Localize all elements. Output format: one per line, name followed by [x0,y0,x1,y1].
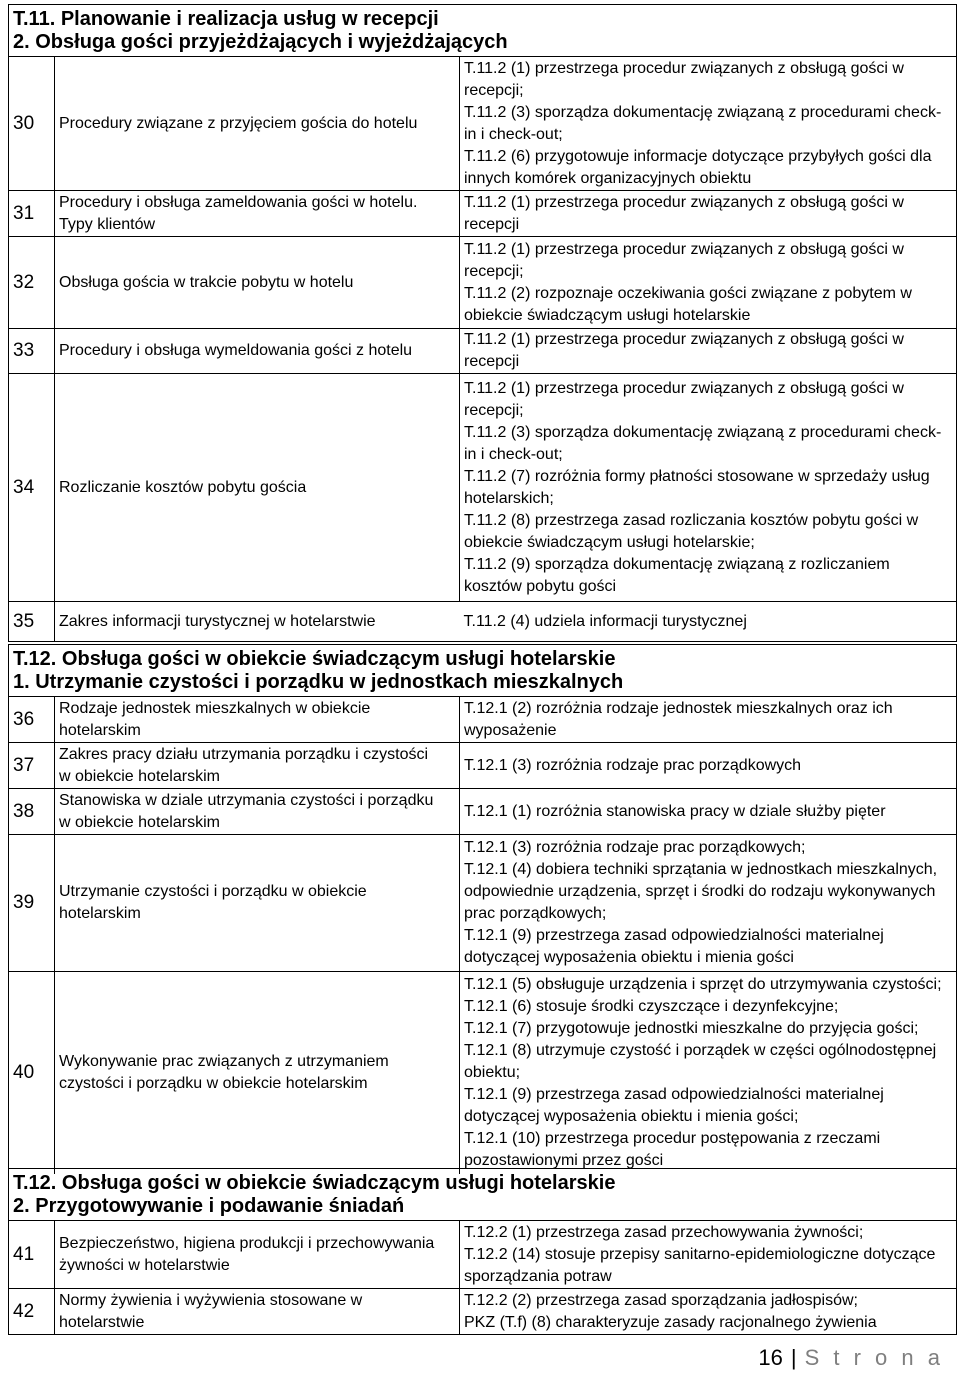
row-topic: Rozliczanie kosztów pobytu gościa [55,374,460,602]
row-topic: Rodzaje jednostek mieszkalnych w obiekcie hotelarskim [55,697,460,743]
section-subtitle: 1. Utrzymanie czystości i porządku w jednostkach mieszkalnych [13,670,624,693]
row-number: 31 [9,191,55,237]
row-outcomes: T.12.1 (5) obsługuje urządzenia i sprzęt do utrzymywania czystości; T.12.1 (6) stosuje środki czyszczące i dezynfekcyjne; T.12.1 (7) przygotowuje jednostki mieszkalne do przyjęcia gości; T.12.1 (8) utrzymuje czystość i porządek w części ogólnodostępnej obiektu; T.12.1 (9) przestrzega zasad odpowiedzialności materialnej dotyczącej wyposażenia obiektu i mienia gości; T.12.1 (10) przestrzega procedur postępowania z rzeczami pozostawionymi przez gości [460,972,957,1174]
footer-separator: | [790,1345,797,1370]
row-outcomes: T.11.2 (1) przestrzega procedur związanych z obsługą gości w recepcji [460,191,957,237]
row-number: 38 [9,789,55,835]
table-row [9,329,957,374]
row-topic: Procedury związane z przyjęciem gościa do hotelu [55,57,460,191]
page-footer [758,1344,944,1372]
row-topic: Bezpieczeństwo, higiena produkcji i przechowywania żywności w hotelarstwie [55,1221,460,1289]
row-topic: Obsługa gościa w trakcie pobytu w hotelu [55,237,460,329]
row-outcomes: T.12.1 (2) rozróżnia rodzaje jednostek mieszkalnych oraz ich wyposażenie [460,697,957,743]
section-title: T.12. Obsługa gości w obiekcie świadczącym usługi hotelarskie [13,1171,616,1194]
section-1-table [8,4,957,642]
table-row [9,1289,957,1335]
row-number: 30 [9,57,55,191]
row-outcomes: T.12.1 (3) rozróżnia rodzaje prac porządkowych; T.12.1 (4) dobiera techniki sprzątania w jednostkach mieszkalnych, odpowiednie urządzenia, sprzęt i środki do rodzaju wykonywanych prac porządkowych; T.12.1 (9) przestrzega zasad odpowiedzialności materialnej dotyczącej wyposażenia obiektu i mienia gości [460,835,957,972]
table-row [9,743,957,789]
row-number: 33 [9,329,55,374]
table-row [9,1221,957,1289]
table-row [9,191,957,237]
row-topic: Stanowiska w dziale utrzymania czystości i porządku w obiekcie hotelarskim [55,789,460,835]
section-subtitle: 2. Obsługa gości przyjeżdżających i wyjeżdżających [13,30,508,53]
row-topic: Zakres pracy działu utrzymania porządku i czystości w obiekcie hotelarskim [55,743,460,789]
page-number: 16 [758,1345,783,1370]
row-number: 40 [9,972,55,1174]
row-topic: Utrzymanie czystości i porządku w obiekcie hotelarskim [55,835,460,972]
row-outcomes: T.12.2 (2) przestrzega zasad sporządzania jadłospisów; PKZ (T.f) (8) charakteryzuje zasady racjonalnego żywienia [460,1289,957,1335]
table-row [9,374,957,602]
table-row [9,835,957,972]
row-number: 34 [9,374,55,602]
table-row [9,697,957,743]
row-topic: Normy żywienia i wyżywienia stosowane w hotelarstwie [55,1289,460,1335]
row-outcomes: T.11.2 (1) przestrzega procedur związanych z obsługą gości w recepcji; T.11.2 (3) sporządza dokumentację związaną z procedurami check- in i check-out; T.11.2 (7) rozróżnia formy płatności stosowane w sprzedaży usług hotelarskich; T.11.2 (8) przestrzega zasad rozliczania kosztów pobytu gości w obiekcie świadczącym usługi hotelarskie; T.11.2 (9) sporządza dokumentację związaną z rozliczaniem kosztów pobytu gości [460,374,957,602]
section-header [9,1169,957,1221]
footer-label: S t r o n a [804,1345,944,1370]
section-2-table [8,644,957,1174]
row-topic: Zakres informacji turystycznej w hotelarstwie [55,602,460,642]
row-number: 42 [9,1289,55,1335]
section-header [9,645,957,697]
row-outcomes: T.11.2 (1) przestrzega procedur związanych z obsługą gości w recepcji [460,329,957,374]
section-title: T.12. Obsługa gości w obiekcie świadczącym usługi hotelarskie [13,647,616,670]
row-outcomes: T.11.2 (1) przestrzega procedur związanych z obsługą gości w recepcji; T.11.2 (3) sporządza dokumentację związaną z procedurami check- in i check-out; T.11.2 (6) przygotowuje informacje dotyczące przybyłych gości dla innych komórek organizacyjnych obiektu [460,57,957,191]
table-row [9,789,957,835]
section-3-table [8,1168,957,1335]
row-number: 32 [9,237,55,329]
row-number: 36 [9,697,55,743]
row-topic: Procedury i obsługa zameldowania gości w hotelu. Typy klientów [55,191,460,237]
table-row [9,57,957,191]
section-subtitle: 2. Przygotowywanie i podawanie śniadań [13,1194,405,1217]
row-number: 35 [9,602,55,642]
row-number: 37 [9,743,55,789]
row-outcomes: T.12.1 (1) rozróżnia stanowiska pracy w dziale służby pięter [460,789,957,835]
section-header [9,5,957,57]
table-row [9,602,957,642]
row-number: 41 [9,1221,55,1289]
row-number: 39 [9,835,55,972]
row-outcomes: T.11.2 (1) przestrzega procedur związanych z obsługą gości w recepcji; T.11.2 (2) rozpoznaje oczekiwania gości związane z pobytem w obiekcie świadczącym usługi hotelarskie [460,237,957,329]
table-row [9,237,957,329]
table-row [9,972,957,1174]
row-topic: Procedury i obsługa wymeldowania gości z hotelu [55,329,460,374]
section-title: T.11. Planowanie i realizacja usług w recepcji [13,7,439,30]
row-outcomes: T.12.1 (3) rozróżnia rodzaje prac porządkowych [460,743,957,789]
row-outcomes: T.12.2 (1) przestrzega zasad przechowywania żywności; T.12.2 (14) stosuje przepisy sanitarno-epidemiologiczne dotyczące sporządzania potraw [460,1221,957,1289]
row-topic: Wykonywanie prac związanych z utrzymaniem czystości i porządku w obiekcie hotelarskim [55,972,460,1174]
row-outcomes: T.11.2 (4) udziela informacji turystycznej [460,602,957,642]
